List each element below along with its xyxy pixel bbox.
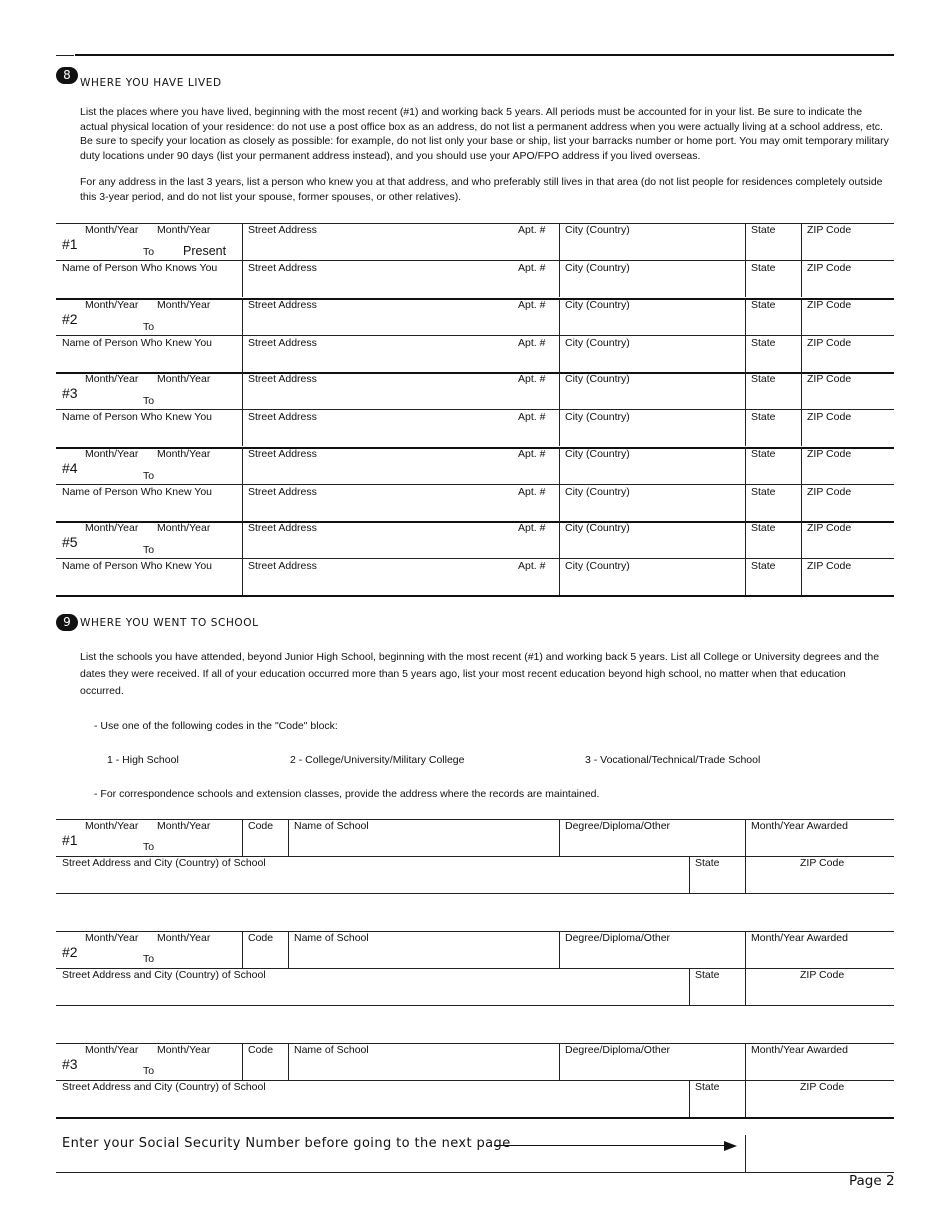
month-year-from-label: Month/Year — [85, 299, 139, 311]
month-year-to-label: Month/Year — [157, 820, 211, 832]
city-label: City (Country) — [565, 337, 630, 349]
residence-1-zip-field[interactable] — [803, 237, 893, 259]
residence-5-person-zip-field[interactable] — [803, 573, 893, 595]
school-name-label: Name of School — [294, 820, 369, 832]
month-year-from-label: Month/Year — [85, 932, 139, 944]
school-col-divider — [689, 856, 690, 893]
section-8-title: WHERE YOU HAVE LIVED — [80, 77, 222, 89]
residence-col-divider — [559, 223, 560, 297]
degree-label: Degree/Diploma/Other — [565, 1044, 671, 1056]
residence-row-mid-rule — [56, 558, 894, 559]
apt-label: Apt. # — [518, 373, 546, 385]
city-label: City (Country) — [565, 522, 630, 534]
residence-3-person-street-field[interactable] — [244, 424, 556, 446]
residence-col-divider — [242, 298, 243, 372]
to-label: To — [143, 841, 155, 853]
residence-5-person-city-field[interactable] — [561, 573, 743, 595]
month-year-to-label: Month/Year — [157, 299, 211, 311]
city-label: City (Country) — [565, 262, 630, 274]
code-high-school: 1 - High School — [107, 754, 179, 766]
residence-4-person-field[interactable] — [58, 499, 240, 521]
to-label: To — [143, 395, 155, 407]
residence-3-person-field[interactable] — [58, 424, 240, 446]
to-label: To — [143, 544, 155, 556]
residence-3-from-field[interactable] — [80, 386, 155, 407]
residence-4-person-state-field[interactable] — [747, 499, 799, 521]
residence-1-person-field[interactable] — [58, 275, 240, 297]
residence-4-person-street-field[interactable] — [244, 499, 556, 521]
school-col-divider — [559, 1043, 560, 1080]
apt-label: Apt. # — [518, 448, 546, 460]
residence-1-street-field[interactable] — [244, 237, 556, 259]
school-col-divider — [689, 968, 690, 1005]
zip-label: ZIP Code — [807, 560, 852, 572]
residence-table-bottom-rule — [56, 595, 894, 597]
residence-1-to-field[interactable] — [160, 237, 238, 257]
residence-1-person-state-field[interactable] — [747, 275, 799, 297]
residence-col-divider — [801, 447, 802, 521]
residence-1-person-street-field[interactable] — [244, 275, 556, 297]
school-1-number: #1 — [62, 832, 78, 848]
city-label: City (Country) — [565, 373, 630, 385]
residence-1-city-field[interactable] — [561, 237, 743, 259]
street-address-label: Street Address — [248, 560, 317, 572]
school-col-divider — [288, 931, 289, 968]
apt-label: Apt. # — [518, 224, 546, 236]
section-8-person-instructions: For any address in the last 3 years, list a person who knew you at that address, and who preferably still lives in that area (do not list people for residences completely outside this 3-year period, and do not list your spouse, former spouses, or other relatives). — [80, 176, 883, 203]
school-col-divider — [288, 1043, 289, 1080]
residence-1-person-city-field[interactable] — [561, 275, 743, 297]
school-2-name-field[interactable] — [290, 945, 556, 967]
state-label: State — [751, 337, 776, 349]
to-label: To — [143, 470, 155, 482]
street-address-label: Street Address — [248, 337, 317, 349]
school-3-name-field[interactable] — [290, 1057, 556, 1079]
state-label: State — [751, 373, 776, 385]
correspondence-instruction: - For correspondence schools and extension classes, provide the address where the records are maintained. — [94, 788, 600, 800]
section-9-instructions: List the schools you have attended, beyond Junior High School, beginning with the most recent (#1) and working back 5 years. List all College or University degrees and the dates they were received. If all of your education occurred more than 5 years ago, list your most recent education beyond high school, no matter when that education occurred. — [80, 651, 880, 697]
school-1-awarded-field[interactable] — [747, 833, 893, 855]
zip-label: ZIP Code — [807, 224, 852, 236]
person-name-label: Name of Person Who Knows You — [62, 262, 218, 274]
month-year-to-label: Month/Year — [157, 522, 211, 534]
school-2-address-field[interactable] — [58, 982, 686, 1004]
code-college: 2 - College/University/Military College — [290, 754, 465, 766]
school-col-divider — [288, 819, 289, 856]
code-label: Code — [248, 932, 274, 944]
school-col-divider — [745, 1043, 746, 1080]
person-name-label: Name of Person Who Knew You — [62, 411, 213, 423]
zip-label: ZIP Code — [807, 337, 852, 349]
school-col-divider — [745, 968, 746, 1005]
residence-5-to-field[interactable] — [160, 535, 238, 555]
city-label: City (Country) — [565, 224, 630, 236]
residence-col-divider — [242, 447, 243, 521]
school-3-code-field[interactable] — [244, 1057, 286, 1079]
person-name-label: Name of Person Who Knew You — [62, 337, 213, 349]
street-address-label: Street Address — [248, 486, 317, 498]
school-table-bottom-rule — [56, 893, 894, 894]
school-2-from-field[interactable] — [80, 945, 155, 965]
school-address-label: Street Address and City (Country) of School — [62, 969, 266, 981]
residence-5-state-field[interactable] — [747, 535, 799, 557]
school-1-state-field[interactable] — [691, 870, 743, 892]
apt-label: Apt. # — [518, 522, 546, 534]
state-label: State — [695, 1081, 720, 1093]
person-name-label: Name of Person Who Knew You — [62, 560, 213, 572]
month-year-from-label: Month/Year — [85, 522, 139, 534]
city-label: City (Country) — [565, 560, 630, 572]
zip-label: ZIP Code — [807, 486, 852, 498]
residence-col-divider — [559, 447, 560, 521]
residence-col-divider — [801, 521, 802, 595]
residence-3-person-state-field[interactable] — [747, 424, 799, 446]
school-col-divider — [242, 819, 243, 856]
residence-4-to-field[interactable] — [160, 461, 238, 481]
top-rule — [75, 54, 894, 56]
month-year-from-label: Month/Year — [85, 373, 139, 385]
code-label: Code — [248, 820, 274, 832]
residence-5-person-street-field[interactable] — [244, 573, 556, 595]
residence-2-to-field[interactable] — [160, 312, 238, 332]
street-address-label: Street Address — [248, 411, 317, 423]
residence-col-divider — [745, 372, 746, 446]
awarded-label: Month/Year Awarded — [751, 820, 848, 832]
school-2-to-field[interactable] — [160, 945, 238, 965]
residence-col-divider — [242, 521, 243, 595]
residence-col-divider — [559, 298, 560, 372]
apt-label: Apt. # — [518, 411, 546, 423]
state-label: State — [695, 857, 720, 869]
residence-5-zip-field[interactable] — [803, 535, 893, 557]
page-number: Page 2 — [849, 1173, 895, 1189]
code-label: Code — [248, 1044, 274, 1056]
section-9-number: 9 — [56, 614, 78, 631]
school-2-zip-field[interactable] — [747, 982, 893, 1004]
residence-3-to-field[interactable] — [160, 386, 238, 406]
school-3-awarded-field[interactable] — [747, 1057, 893, 1079]
zip-label: ZIP Code — [800, 969, 845, 981]
city-label: City (Country) — [565, 486, 630, 498]
apt-label: Apt. # — [518, 486, 546, 498]
residence-row-mid-rule — [56, 409, 894, 410]
zip-label: ZIP Code — [800, 1081, 845, 1093]
residence-row-mid-rule — [56, 260, 894, 261]
school-3-address-field[interactable] — [58, 1094, 686, 1116]
apt-label: Apt. # — [518, 262, 546, 274]
residence-4-number: #4 — [62, 460, 78, 476]
residence-col-divider — [559, 372, 560, 446]
month-year-from-label: Month/Year — [85, 820, 139, 832]
to-label: To — [143, 1065, 155, 1077]
zip-label: ZIP Code — [807, 373, 852, 385]
residence-4-from-field[interactable] — [80, 461, 155, 482]
present-label: Present — [183, 244, 227, 258]
school-3-degree-field[interactable] — [561, 1057, 743, 1079]
section-8-instructions: List the places where you have lived, beginning with the most recent (#1) and working back 5 years. All periods must be accounted for in your list. Be sure to indicate the actual physical location of your residence: do not use a post office box as an address, do not list a permanent address when you were actually living at a school address, etc. Be sure to specify your location as closely as possible: for example, do not list only your base or ship, list your barracks number or home port. You may omit temporary military duty locations under 90 days (list your permanent address instead), and you should use your APO/FPO address if you lived overseas. — [80, 106, 889, 162]
apt-label: Apt. # — [518, 299, 546, 311]
residence-1-person-zip-field[interactable] — [803, 275, 893, 297]
zip-label: ZIP Code — [807, 448, 852, 460]
residence-2-person-zip-field[interactable] — [803, 350, 893, 372]
code-instruction: - Use one of the following codes in the "Code" block: — [94, 720, 338, 732]
school-col-divider — [745, 931, 746, 968]
state-label: State — [751, 486, 776, 498]
residence-4-street-field[interactable] — [244, 461, 556, 483]
to-label: To — [143, 953, 155, 965]
residence-3-street-field[interactable] — [244, 386, 556, 408]
residence-4-person-city-field[interactable] — [561, 499, 743, 521]
to-label: To — [143, 321, 155, 333]
residence-3-zip-field[interactable] — [803, 386, 893, 408]
residence-col-divider — [745, 521, 746, 595]
school-2-awarded-field[interactable] — [747, 945, 893, 967]
month-year-from-label: Month/Year — [85, 448, 139, 460]
school-table-bottom-rule — [56, 1117, 894, 1119]
month-year-from-label: Month/Year — [85, 224, 139, 236]
school-2-number: #2 — [62, 944, 78, 960]
month-year-to-label: Month/Year — [157, 373, 211, 385]
residence-3-number: #3 — [62, 385, 78, 401]
state-label: State — [695, 969, 720, 981]
school-name-label: Name of School — [294, 932, 369, 944]
month-year-to-label: Month/Year — [157, 224, 211, 236]
school-3-state-field[interactable] — [691, 1094, 743, 1116]
school-col-divider — [745, 856, 746, 893]
month-year-to-label: Month/Year — [157, 1044, 211, 1056]
zip-label: ZIP Code — [807, 262, 852, 274]
month-year-from-label: Month/Year — [85, 1044, 139, 1056]
residence-2-person-field[interactable] — [58, 350, 240, 372]
residence-2-person-city-field[interactable] — [561, 350, 743, 372]
residence-col-divider — [745, 447, 746, 521]
residence-5-from-field[interactable] — [80, 535, 155, 556]
arrow-line — [494, 1145, 726, 1146]
state-label: State — [751, 411, 776, 423]
city-label: City (Country) — [565, 299, 630, 311]
school-name-label: Name of School — [294, 1044, 369, 1056]
school-table-bottom-rule — [56, 1005, 894, 1006]
residence-2-state-field[interactable] — [747, 312, 799, 334]
residence-2-zip-field[interactable] — [803, 312, 893, 334]
residence-5-number: #5 — [62, 534, 78, 550]
awarded-label: Month/Year Awarded — [751, 1044, 848, 1056]
school-2-state-field[interactable] — [691, 982, 743, 1004]
street-address-label: Street Address — [248, 224, 317, 236]
arrow-right-icon — [724, 1140, 738, 1152]
street-address-label: Street Address — [248, 262, 317, 274]
school-address-label: Street Address and City (Country) of School — [62, 857, 266, 869]
school-col-divider — [689, 1080, 690, 1117]
residence-1-number: #1 — [62, 236, 78, 252]
school-1-address-field[interactable] — [58, 870, 686, 892]
person-name-label: Name of Person Who Knew You — [62, 486, 213, 498]
school-1-zip-field[interactable] — [747, 870, 893, 892]
city-label: City (Country) — [565, 448, 630, 460]
apt-label: Apt. # — [518, 560, 546, 572]
section-9-title: WHERE YOU WENT TO SCHOOL — [80, 617, 259, 629]
residence-5-person-field[interactable] — [58, 573, 240, 595]
residence-4-state-field[interactable] — [747, 461, 799, 483]
school-col-divider — [559, 931, 560, 968]
residence-3-state-field[interactable] — [747, 386, 799, 408]
residence-col-divider — [801, 372, 802, 446]
residence-col-divider — [801, 223, 802, 297]
residence-4-person-zip-field[interactable] — [803, 499, 893, 521]
residence-col-divider — [242, 372, 243, 446]
residence-2-street-field[interactable] — [244, 312, 556, 334]
zip-label: ZIP Code — [807, 411, 852, 423]
residence-5-city-field[interactable] — [561, 535, 743, 557]
residence-2-person-state-field[interactable] — [747, 350, 799, 372]
residence-3-person-zip-field[interactable] — [803, 424, 893, 446]
state-label: State — [751, 262, 776, 274]
residence-1-from-field[interactable] — [80, 237, 155, 258]
school-1-to-field[interactable] — [160, 833, 238, 853]
school-3-zip-field[interactable] — [747, 1094, 893, 1116]
school-col-divider — [745, 819, 746, 856]
residence-1-state-field[interactable] — [747, 237, 799, 259]
school-3-from-field[interactable] — [80, 1057, 155, 1077]
state-label: State — [751, 560, 776, 572]
school-col-divider — [242, 1043, 243, 1080]
street-address-label: Street Address — [248, 373, 317, 385]
zip-label: ZIP Code — [807, 522, 852, 534]
ssn-prompt: Enter your Social Security Number before going to the next page — [62, 1136, 511, 1151]
apt-label: Apt. # — [518, 337, 546, 349]
street-address-label: Street Address — [248, 299, 317, 311]
section-8-number: 8 — [56, 67, 78, 84]
school-1-from-field[interactable] — [80, 833, 155, 853]
residence-col-divider — [745, 223, 746, 297]
residence-col-divider — [745, 298, 746, 372]
residence-col-divider — [242, 223, 243, 297]
residence-4-zip-field[interactable] — [803, 461, 893, 483]
state-label: State — [751, 299, 776, 311]
residence-2-number: #2 — [62, 311, 78, 327]
residence-3-person-city-field[interactable] — [561, 424, 743, 446]
degree-label: Degree/Diploma/Other — [565, 932, 671, 944]
residence-5-street-field[interactable] — [244, 535, 556, 557]
state-label: State — [751, 522, 776, 534]
residence-row-mid-rule — [56, 335, 894, 336]
month-year-to-label: Month/Year — [157, 932, 211, 944]
top-rule-stub — [56, 55, 74, 56]
zip-label: ZIP Code — [807, 299, 852, 311]
school-3-number: #3 — [62, 1056, 78, 1072]
residence-col-divider — [801, 298, 802, 372]
city-label: City (Country) — [565, 411, 630, 423]
state-label: State — [751, 224, 776, 236]
school-3-to-field[interactable] — [160, 1057, 238, 1077]
school-1-name-field[interactable] — [290, 833, 556, 855]
residence-2-city-field[interactable] — [561, 312, 743, 334]
degree-label: Degree/Diploma/Other — [565, 820, 671, 832]
residence-2-person-street-field[interactable] — [244, 350, 556, 372]
school-col-divider — [745, 1080, 746, 1117]
to-label: To — [143, 246, 155, 258]
school-2-code-field[interactable] — [244, 945, 286, 967]
residence-col-divider — [559, 521, 560, 595]
residence-5-person-state-field[interactable] — [747, 573, 799, 595]
state-label: State — [751, 448, 776, 460]
month-year-to-label: Month/Year — [157, 448, 211, 460]
school-col-divider — [559, 819, 560, 856]
code-vocational: 3 - Vocational/Technical/Trade School — [585, 754, 761, 766]
residence-4-city-field[interactable] — [561, 461, 743, 483]
zip-label: ZIP Code — [800, 857, 845, 869]
residence-row-mid-rule — [56, 484, 894, 485]
ssn-box-divider — [745, 1135, 746, 1173]
residence-2-from-field[interactable] — [80, 312, 155, 333]
street-address-label: Street Address — [248, 522, 317, 534]
school-1-degree-field[interactable] — [561, 833, 743, 855]
footer-rule — [56, 1172, 894, 1173]
awarded-label: Month/Year Awarded — [751, 932, 848, 944]
ssn-field[interactable] — [747, 1137, 893, 1171]
street-address-label: Street Address — [248, 448, 317, 460]
school-2-degree-field[interactable] — [561, 945, 743, 967]
school-1-code-field[interactable] — [244, 833, 286, 855]
residence-3-city-field[interactable] — [561, 386, 743, 408]
school-address-label: Street Address and City (Country) of School — [62, 1081, 266, 1093]
school-col-divider — [242, 931, 243, 968]
